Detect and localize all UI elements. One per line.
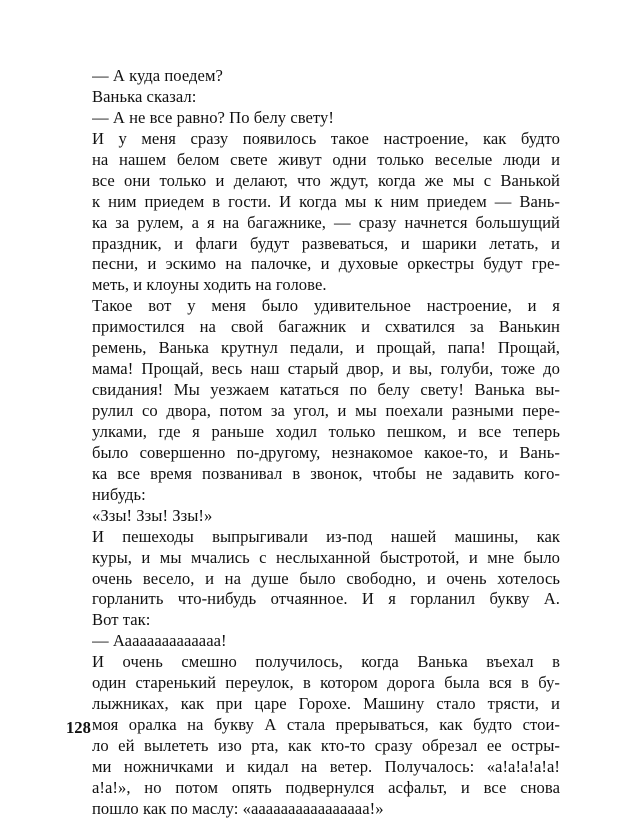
text-line: ми ножничками и кидал на ветер. Получалось: «а!а!а!а!а! [92,756,560,776]
text-line: мама! Прощай, весь наш старый двор, и вы, голуби, тоже до [92,359,560,379]
page-number: 128 [66,718,91,737]
text-line: И у меня сразу появилось такое настроение, как будто [92,128,560,148]
text-line: примостился на свой багажник и схватился за Ванькин [92,317,560,337]
text-line: лыжниках, как при царе Горохе. Машину стало трясти, и [92,694,560,714]
text-line: нибудь: [92,484,146,504]
text-line: один старенький переулок, в котором дорога была вся в бу- [92,673,560,693]
text-line: рулил со двора, потом за угол, и мы поехали разными пере- [92,401,560,420]
text-line: — А куда поедем? [92,66,223,85]
text-line: Вот так: [92,610,151,630]
page-body-text [92,66,560,820]
text-line: праздник, и флаги будут развеваться, и шарики летать, и [92,233,560,253]
text-line: свидания! Мы уезжаем кататься по белу свету! Ванька вы- [92,380,560,400]
text-line: ка за рулем, а я на багажнике, — сразу начнется большущий [92,212,560,232]
text-line: Такое вот у меня было удивительное настроение, и я [92,296,560,316]
text-line: — Аааааааааааааа! [92,631,227,651]
text-line: песни, и эскимо на палочке, и духовые оркестры будут гре- [92,254,560,274]
text-line: Ванька сказал: [92,86,197,106]
text-line: было совершенно по-другому, незнакомое какое-то, и Вань- [92,442,560,462]
text-line: моя оралка на букву А стала прерываться, как будто стои- [92,715,560,735]
text-line: горланить что-нибудь отчаянное. И я горланил букву А. [92,589,560,609]
text-line: «Ззы! Ззы! Ззы!» [92,505,213,525]
text-line: на нашем белом свете живут одни только веселые люди и [92,149,560,169]
text-line: куры, и мы мчались с неслыханной быстротой, и мне было [92,547,560,567]
text-line: улками, где я раньше ходил только пешком, и все теперь [92,421,560,441]
text-line: И очень смешно получилось, когда Ванька въехал в [92,652,560,672]
text-line: все они только и делают, что ждут, когда же мы с Ванькой [92,170,560,190]
text-line: меть, и клоуны ходить на голове. [92,275,327,295]
text-line: пошло как по маслу: «аааааааааааааааа!» [92,798,384,818]
text-line: ремень, Ванька крутнул педали, и прощай, папа! Прощай, [92,338,560,358]
text-line: а!а!», но потом опять подвернулся асфальт, и все снова [92,777,560,797]
text-line: к ним приедем в гости. И когда мы к ним приедем — Вань- [92,191,560,211]
text-line: ка все время позванивал в звонок, чтобы не задавить кого- [92,463,560,483]
text-line: И пешеходы выпрыгивали из-под нашей машины, как [92,526,560,546]
text-line: — А не все равно? По белу свету! [92,107,334,127]
text-line: ло ей вылететь изо рта, как кто-то сразу обрезал ее остры- [92,736,560,755]
text-line: очень весело, и на душе было свободно, и очень хотелось [92,568,560,588]
